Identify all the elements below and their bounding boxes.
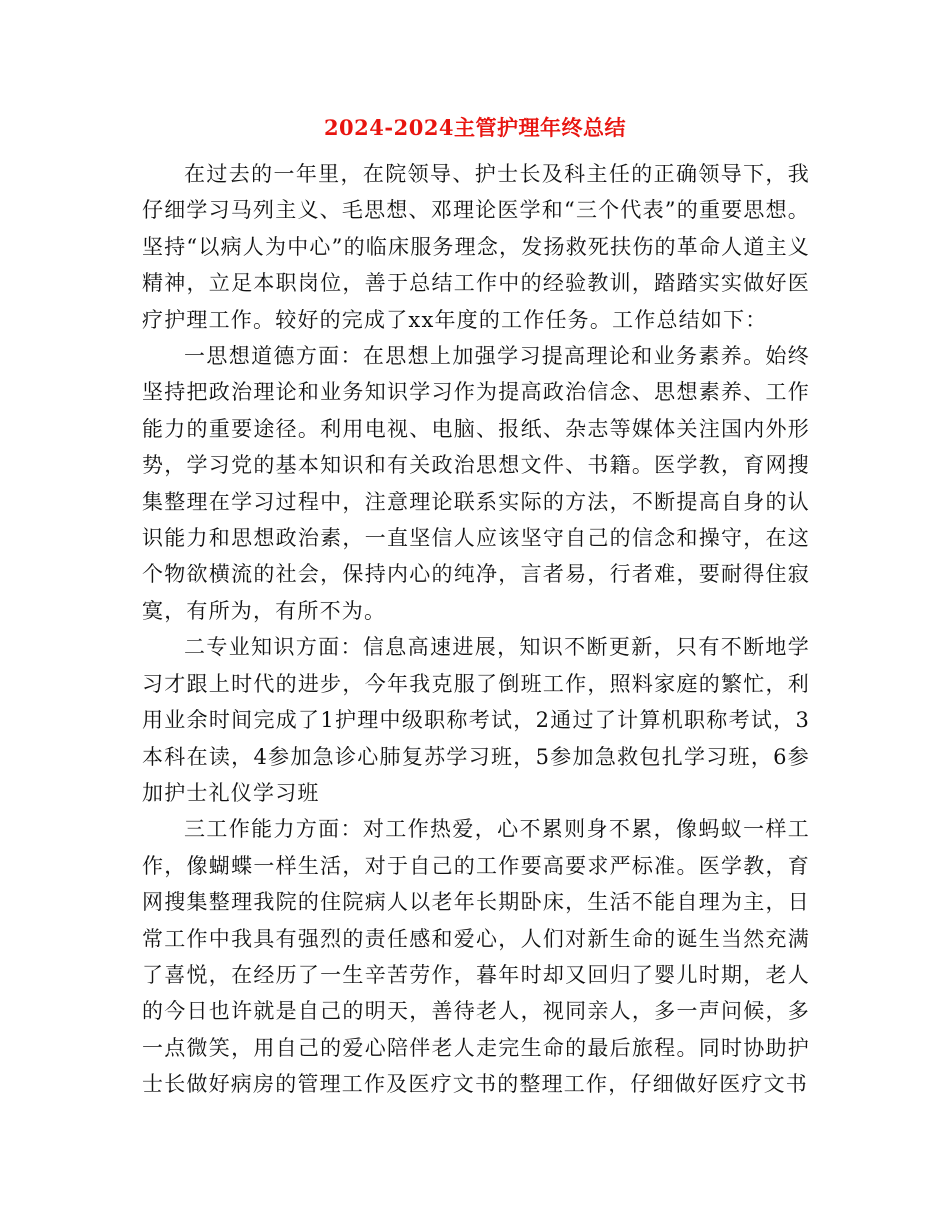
paragraph-professional-knowledge: 二专业知识方面：信息高速进展，知识不断更新，只有不断地学习才跟上时代的进步，今年我克服了倒班工作，照料家庭的繁忙，利用业余时间完成了1护理中级职称考试，2通过了计算机职称考试，3本科在读，4参加急诊心肺复苏学习班，5参加急救包扎学习班，6参加护士礼仪学习班 [142, 635, 810, 805]
paragraph-work-ability: 三工作能力方面：对工作热爱，心不累则身不累，像蚂蚁一样工作，像蝴蝶一样生活，对于自己的工作要高要求严标准。医学教，育网搜集整理我院的住院病人以老年长期卧床，生活不能自理为主，日常工作中我具有强烈的责任感和爱心，人们对新生命的诞生当然充满了喜悦，在经历了一生辛苦劳作，暮年时却又回归了婴儿时期，老人的今日也许就是自己的明天，善待老人，视同亲人，多一声问候，多一点微笑，用自己的爱心陪伴老人走完生命的最后旅程。同时协助护士长做好病房的管理工作及医疗文书的整理工作，仔细做好医疗文书 [142, 817, 810, 1097]
paragraph-intro: 在过去的一年里，在院领导、护士长及科主任的正确领导下，我仔细学习马列主义、毛思想、邓理论医学和“三个代表”的重要思想。坚持“以病人为中心”的临床服务理念，发扬救死扶伤的革命人道主义精神，立足本职岗位，善于总结工作中的经验教训，踏踏实实做好医疗护理工作。较好的完成了xx年度的工作任务。工作总结如下： [142, 162, 810, 332]
document-body [142, 156, 810, 1103]
document-title: 2024-2024主管护理年终总结 [323, 115, 627, 140]
paragraph-ideology: 一思想道德方面：在思想上加强学习提高理论和业务素养。始终坚持把政治理论和业务知识学习作为提高政治信念、思想素养、工作能力的重要途径。利用电视、电脑、报纸、杂志等媒体关注国内外形势，学习党的基本知识和有关政治思想文件、书籍。医学教，育网搜集整理在学习过程中，注意理论联系实际的方法，不断提高自身的认识能力和思想政治素，一直坚信人应该坚守自己的信念和操守，在这个物欲横流的社会，保持内心的纯净，言者易，行者难，要耐得住寂寞，有所为，有所不为。 [142, 344, 810, 623]
